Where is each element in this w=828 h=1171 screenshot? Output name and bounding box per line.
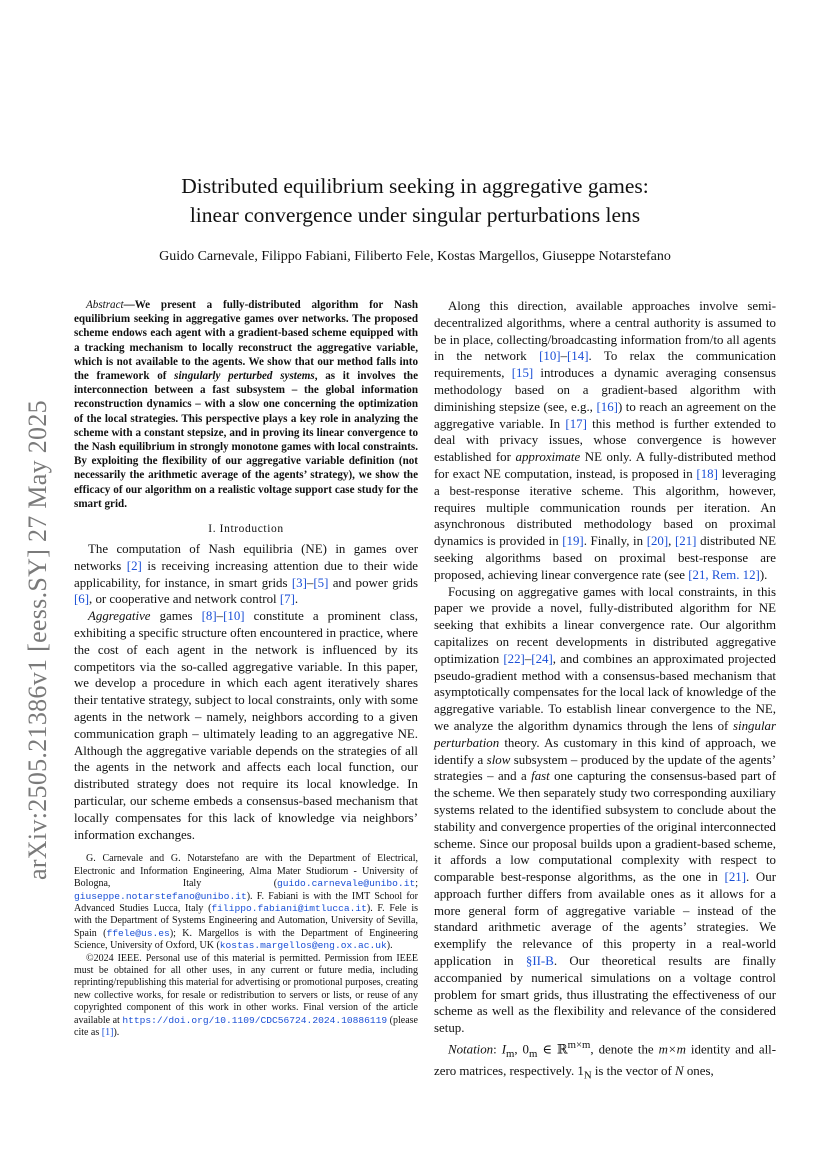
text-run: (please cite as (74, 1014, 418, 1039)
text-run: , (668, 534, 675, 549)
email-link[interactable]: kostas.margellos@eng.ox.ac.uk (219, 940, 387, 952)
citation-link[interactable]: [2] (126, 558, 142, 573)
text-run: approximate (515, 450, 581, 465)
citation-link[interactable]: [3] (291, 575, 307, 590)
text-run: constitute a prominent class, exhibiting a specific structure often encountered in practice, where the cost of each agent in the network is influenced by its competitors via the so-called aggregative variable. In this paper, we develop a procedure in which each agent iteratively shares their tentative strategy, subject to local constraints, only with some agents in the network – namely, neighbors according to a given communication graph – ultimately leading to an aggregative NE. Although the aggregative variable depends on the strategies of all the agents in the network and affects each local function, our distributed strategy does not require its local knowledge. In particular, our scheme embeds a consensus-based mechanism that locally compensates for this lack of knowledge via neighbors’ information exchanges. (74, 609, 418, 842)
email-link[interactable]: ffele@us.es (106, 927, 170, 939)
text-run: , denote the (590, 1042, 659, 1057)
math-run: , 0 (514, 1042, 529, 1057)
abstract-dash: — (123, 299, 135, 311)
citation-link[interactable]: [21, Rem. 12] (688, 567, 760, 582)
citation-link[interactable]: [22] (503, 651, 525, 666)
text-run: , and combines an approximated projected pseudo-gradient method with a consensus-based mechanism that asymptotically compensates for the local lack of knowledge of the aggregative variable. To establish linear convergence to the NE, we analyze the algorithm dynamics through the lens of (434, 651, 776, 733)
text-run: ). F. Fele is with the Department of Systems Engineering and Automation, University of Sevilla, Spain ( (74, 903, 418, 939)
math-run: m (529, 1047, 538, 1060)
math-run: N (675, 1063, 684, 1078)
email-link[interactable]: guido.carnevale@unibo.it (277, 878, 416, 890)
footnote-copyright (74, 953, 418, 1040)
text-run: Along this direction, available approaches involve semi-decentralized algorithms, where a central authority is assumed to be in place, collecting/broadcasting information from/to all agents in the network (434, 299, 776, 364)
text-run: ones, (683, 1063, 714, 1078)
citation-link[interactable]: [1] (101, 1027, 114, 1039)
text-run: – (524, 651, 532, 666)
text-run: ). (113, 1027, 120, 1039)
text-run: ) to reach an agreement on the aggregative variable. In (434, 399, 776, 431)
math-run: m×m (567, 1039, 591, 1052)
text-run: : (493, 1042, 502, 1057)
citation-link[interactable]: [18] (696, 466, 718, 481)
citation-link[interactable]: [10] (223, 609, 245, 624)
abstract-italic: singularly perturbed systems (174, 370, 315, 383)
text-run: games (150, 609, 202, 624)
math-run: m (505, 1047, 515, 1060)
text-run: singular perturbation (434, 718, 776, 750)
text-run: one capturing the consensus-based part of the scheme. We then separately study two corresponding auxiliary systems related to the identified subsystem to conclude about the stability and convergence properties of the original interconnected scheme. Since our proposal builds upon a gradient-based scheme, it affords a low computational complexity with respect to comparable best-response algorithms, as the one in (434, 769, 776, 885)
citation-link[interactable]: [5] (313, 575, 329, 590)
intro-paragraph-1 (74, 541, 418, 608)
citation-link[interactable]: [14] (567, 349, 589, 364)
text-run: is the vector of (591, 1063, 676, 1078)
text-run: . To relax the communication requirements, (434, 349, 777, 381)
text-run: identity and all-zero matrices, respectively. 1 (434, 1042, 777, 1078)
text-run: . Our theoretical results are finally accompanied by numerical simulations on a voltage control problem for smart grids, thus illustrating the effectiveness of our scheme as well as the flexibility and relevance of the considered setup. (434, 954, 776, 1036)
author-list: Guido Carnevale, Filippo Fabiani, Filiberto Fele, Kostas Margellos, Giuseppe Notarstefano (159, 249, 671, 264)
text-run: this method is further extended to deal with privacy issues, whose convergence is however established for (434, 416, 777, 465)
paper-title (120, 172, 710, 230)
notation-label: Notation (448, 1042, 494, 1057)
math-run: ∈ ℝ (537, 1042, 568, 1057)
text-run: leveraging a best-response iterative scheme. This algorithm, however, requires multiple communication rounds per iteration. An asynchronous distributed methodology based on proximal dynamics is provided in (434, 466, 777, 549)
citation-link[interactable]: [21] (724, 870, 747, 885)
citation-link[interactable]: [8] (201, 609, 217, 624)
right-column (434, 298, 776, 1084)
footnote-affiliations (74, 853, 418, 952)
title-line-2: linear convergence under singular perturbations lens (189, 203, 641, 227)
email-link[interactable]: filippo.fabiani@imtlucca.it (211, 903, 367, 915)
citation-link[interactable]: [16] (596, 399, 618, 414)
text-run: G. Carnevale and G. Notarstefano are with the Department of Electrical, Electronic and Information Engineering, Alma Mater Studiorum - University of Bologna, Italy ( (74, 853, 418, 890)
citation-link[interactable]: [24] (531, 651, 553, 666)
text-run: ©2024 IEEE. Personal use of this material is permitted. Permission from IEEE must be obtained for all other uses, in any current or future media, including reprinting/republishing this material for advertising or promotional purposes, creating new collective works, for resale or redistribution to servers or lists, or reuse of any copyrighted component of this work in other works. Final version of the article available at (74, 952, 418, 1026)
citation-link[interactable]: [21] (675, 534, 697, 549)
text-run: – (560, 349, 568, 364)
footnote-spacer (74, 843, 418, 853)
text-run: theory. As customary in this kind of approach, we identify a (434, 735, 776, 767)
text-run: The computation of Nash equilibria (NE) in games over networks (74, 542, 418, 573)
right-paragraph-2 (434, 584, 776, 1038)
text-run: introduces a dynamic averaging consensus methodology based on a gradient-based algorithm with diminishing stepsize (see, e.g., (434, 366, 776, 414)
text-run: slow (486, 752, 511, 767)
email-link[interactable]: giuseppe.notarstefano@unibo.it (74, 890, 247, 902)
text-run: ; (415, 878, 418, 890)
text-run: ). (759, 567, 768, 582)
text-run: Aggregative (88, 609, 151, 624)
text-run: , or cooperative and network control (89, 592, 280, 607)
citation-link[interactable]: [17] (565, 416, 587, 431)
right-paragraph-1 (434, 298, 776, 584)
text-run: distributed NE seeking algorithms based on proximal best-response are proposed, achieving linear convergence rate (see (434, 534, 776, 582)
citation-link[interactable]: [10] (539, 349, 561, 364)
math-run: N (583, 1069, 592, 1082)
abstract (74, 298, 418, 511)
left-column (74, 298, 418, 1039)
math-run: I (501, 1042, 506, 1057)
intro-paragraph-2 (74, 608, 418, 843)
abstract-text-2: , as it involves the interconnection between a fast subsystem – the global information reconstruction dynamics – with a slow one concerning the optimization of the local strategies. This perspective plays a key role in analyzing the scheme with a constant stepsize, and in proving its linear convergence to the Nash equilibrium in strongly monotone games with local constraints. By exploiting the flexibility of our aggregative variable definition (not necessarily the arithmetic average of the agents’ strategy), we show the efficacy of our algorithm on a realistic voltage support case study for the smart grid. (74, 370, 418, 510)
text-run: . (294, 592, 299, 607)
text-run: subsystem – produced by the update of the agents’ strategies – and a (434, 752, 776, 784)
citation-link[interactable]: [20] (646, 534, 669, 549)
section-heading-introduction: I. Introduction (208, 523, 284, 536)
title-line-1: Distributed equilibrium seeking in aggregative games: (181, 174, 649, 198)
text-run: ). (386, 940, 393, 952)
text-run: is receiving increasing attention due to their wide applicability, for instance, in smart grids (74, 558, 419, 590)
doi-link[interactable]: https://doi.org/10.1109/CDC56724.2024.10886119 (122, 1014, 388, 1026)
section-link[interactable]: §II-B (525, 954, 554, 969)
abstract-label: Abstract (86, 299, 124, 311)
citation-link[interactable]: [19] (562, 534, 584, 549)
citation-link[interactable]: [7] (279, 592, 295, 607)
text-run: and power grids (328, 575, 419, 590)
text-run: – (216, 609, 224, 624)
citation-link[interactable]: [6] (74, 592, 90, 607)
text-run: . Our approach further differs from available ones as it allows for a more general form of aggregative variable – instead of the standard arithmetic average of the agents’ strategies. We exemplify the relevance of this property in a real-world application in (434, 870, 776, 969)
math-run: m×m (658, 1042, 686, 1057)
citation-link[interactable]: [15] (511, 366, 534, 381)
abstract-text-1: We present a fully-distributed algorithm for Nash equilibrium seeking in aggregative games over networks. The proposed scheme endows each agent with a gradient-based scheme equipped with a tracking mechanism to locally reconstruct the aggregative variable, which is not available to the agents. We show that our method falls into the framework of (74, 299, 418, 383)
text-run: NE only. A fully-distributed method for exact NE computation, instead, is proposed in (434, 450, 776, 481)
text-run: Focusing on aggregative games with local constraints, in this paper we provide a novel, fully-distributed algorithm for NE seeking that exhibits a linear convergence rate. Our algorithm capitalizes on recent developments in distributed aggregative optimization (434, 584, 776, 666)
text-run: ). F. Fabiani is with the IMT School for Advanced Studies Lucca, Italy ( (74, 890, 418, 915)
text-run: ); K. Margellos is with the Department of Engineering Science, University of Oxford, UK ( (74, 927, 419, 952)
text-run: . Finally, in (583, 534, 647, 549)
arxiv-identifier: arXiv:2505.21386v1 [eess.SY] 27 May 2025 (23, 400, 52, 880)
text-run: fast (531, 769, 550, 784)
text-run: – (306, 575, 314, 590)
notation-paragraph (434, 1037, 776, 1084)
